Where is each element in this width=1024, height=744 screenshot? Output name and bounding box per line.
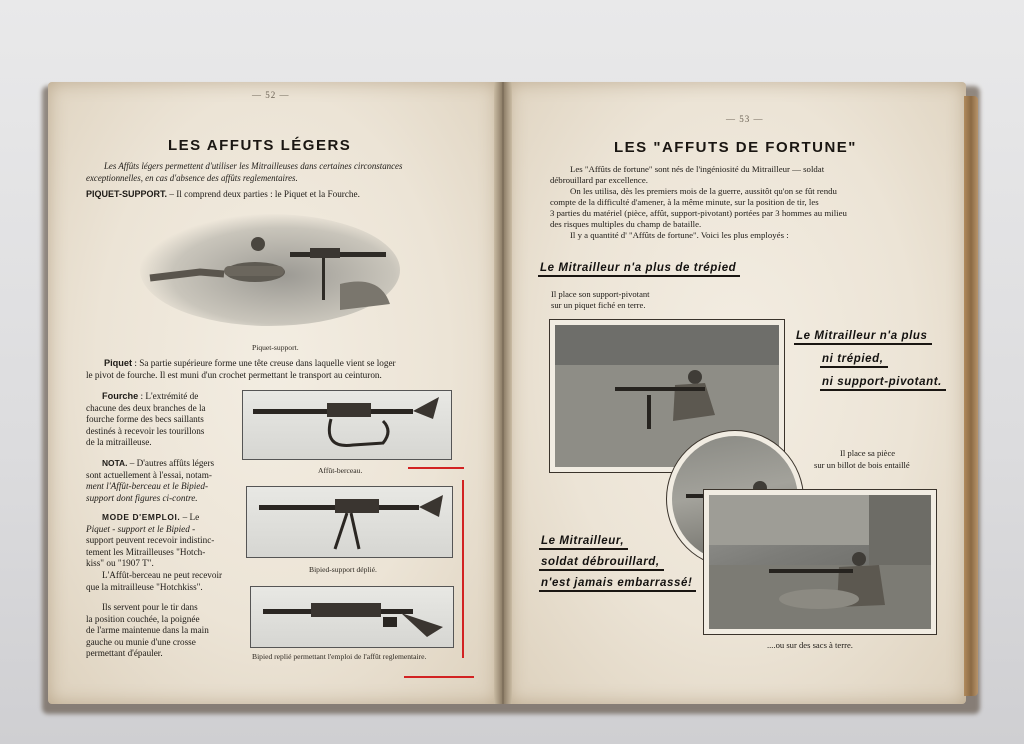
mode-line-2: support peuvent recevoir indistinc- <box>86 535 215 546</box>
nota-line-0: – D'autres affûts légers <box>129 458 215 468</box>
text-2-line2: sur un billot de bois entaillé <box>814 460 910 470</box>
right-intro-line-4: 3 parties du matériel (pièce, affût, support-pivotant) portées par 3 hommes au milieu <box>550 208 847 218</box>
banner-plus-de-trepied: Le Mitrailleur n'a plus de trépied <box>538 262 740 277</box>
fourche-label: Fourche <box>102 391 139 401</box>
tir-line-1: la position couchée, la poignée <box>86 613 200 624</box>
banner-2-line-0: Le Mitrailleur n'a plus <box>794 330 932 345</box>
fourche-paragraph <box>86 391 236 449</box>
nota-line-1: sont actuellement à l'essai, notam- <box>86 469 212 480</box>
right-intro-line-3: compte de la difficulté d'amener, à la même minute, sur la position de tir, les <box>550 197 819 207</box>
tir-line-3: gauche ou munie d'une crosse <box>86 636 196 647</box>
nota-label: NOTA. <box>102 458 128 468</box>
left-page-number: — 52 — <box>252 90 290 100</box>
mode-line-0: – Le <box>182 512 200 522</box>
piquet-text-line1: : Sa partie supérieure forme une tête creuse dans laquelle vient se loger <box>134 358 396 368</box>
right-page-number: — 53 — <box>726 114 764 124</box>
caption-affut-berceau: Affût-berceau. <box>318 466 363 475</box>
nota-line-3: support dont figures ci-contre. <box>86 492 198 503</box>
right-intro-line-5: des risques multiples du champ de bataille. <box>550 219 702 229</box>
mode-line-6: que la mitrailleuse "Hotchkiss". <box>86 581 203 592</box>
fourche-line-0: : L'extrémité de <box>140 391 199 401</box>
right-intro-line-6: Il y a quantité d' "Affûts de fortune". Voici les plus employés : <box>570 230 789 240</box>
affut-berceau-photo <box>242 390 452 460</box>
mode-line-4: kiss" ou "1907 T". <box>86 558 154 569</box>
gun-berceau-illustration <box>243 391 451 459</box>
fourche-line-4: de la mitrailleuse. <box>86 437 152 448</box>
mode-line-5: L'Affût-berceau ne peut recevoir <box>102 569 223 580</box>
caption-bipied-replie: Bipied replié permettant l'emploi de l'affût reglementaire. <box>252 652 427 661</box>
gun-bipied-deplie-illustration <box>247 487 452 557</box>
mode-line-1: Piquet - support et le Bipied - <box>86 523 196 534</box>
banner-3-line-1: soldat débrouillard, <box>539 556 664 571</box>
soldier-piquet-illustration <box>140 214 400 326</box>
bipied-replie-photo <box>250 586 454 648</box>
text-2-line1: Il place sa pièce <box>840 448 896 458</box>
gun-bipied-replie-illustration <box>251 587 453 647</box>
photo-sacs-a-terre <box>704 490 936 634</box>
piquet-text-line2: le pivot de fourche. Il est muni d'un crochet permettant le transport au ceinturon. <box>86 370 382 380</box>
tir-line-2: de l'arme maintenue dans la main <box>86 625 209 636</box>
caption-piquet-support: Piquet-support. <box>252 343 299 352</box>
tir-line-0: Ils servent pour le tir dans <box>102 602 198 612</box>
banner-3-line-0: Le Mitrailleur, <box>539 535 628 550</box>
piquet-label: Piquet <box>104 358 133 368</box>
piquet-support-label: PIQUET-SUPPORT. <box>86 189 168 199</box>
fourche-line-1: chacune des deux branches de la <box>86 402 206 413</box>
book-spine <box>494 82 512 704</box>
banner-2-line-1: ni trépied, <box>820 353 888 368</box>
red-annotation-bottom <box>404 676 474 678</box>
text-1-line2: sur un piquet fiché en terre. <box>551 300 646 310</box>
red-annotation-vertical <box>462 480 464 658</box>
mode-emploi-paragraph <box>86 512 236 593</box>
right-intro-line-0: Les "Affûts de fortune" sont nés de l'ingéniosité du Mitrailleur — soldat <box>570 164 825 174</box>
piquet-support-heading <box>86 189 360 201</box>
left-intro-line2: exceptionnelles, en cas d'absence des affûts reglementaires. <box>86 173 298 183</box>
nota-paragraph <box>86 458 236 504</box>
fourche-line-2: fourche forme des becs saillants <box>86 414 204 425</box>
red-annotation-top <box>408 467 464 469</box>
tir-paragraph <box>86 602 236 660</box>
bipied-deplie-photo <box>246 486 453 558</box>
right-intro <box>550 164 950 241</box>
mode-emploi-label: MODE D'EMPLOI. <box>102 512 181 522</box>
left-page-title: LES AFFUTS LÉGERS <box>168 137 352 154</box>
piquet-support-text: – Il comprend deux parties : le Piquet et la Fourche. <box>169 189 360 199</box>
right-intro-line-2: On les utilisa, dès les premiers mois de la guerre, aussitôt qu'on se fût rendu <box>570 186 837 196</box>
banner-2-line-2: ni support-pivotant. <box>820 376 946 391</box>
left-intro-line1: Les Affûts légers permettent d'utiliser les Mitrailleuses dans certaines circonstances <box>104 161 403 171</box>
text-1-line1: Il place son support-pivotant <box>551 289 650 299</box>
right-intro-line-1: débrouillard par excellence. <box>550 175 648 185</box>
right-page-title: LES "AFFUTS DE FORTUNE" <box>614 139 857 156</box>
nota-line-2: ment l'Affût-berceau et le Bipied- <box>86 481 209 492</box>
fourche-line-3: destinés à recevoir les tourillons <box>86 425 205 436</box>
piquet-paragraph-line1 <box>104 358 396 370</box>
piquet-support-photo <box>140 214 400 326</box>
text-3: ....ou sur des sacs à terre. <box>767 640 853 650</box>
mode-line-3: tement les Mitrailleuses "Hotch- <box>86 546 206 557</box>
tir-line-4: permettant d'épauler. <box>86 648 163 659</box>
page-edges <box>964 96 978 696</box>
caption-bipied-deplie: Bipied-support déplié. <box>309 565 377 574</box>
photo-3-illustration <box>709 495 931 629</box>
banner-3-line-2: n'est jamais embarrassé! <box>539 577 696 592</box>
